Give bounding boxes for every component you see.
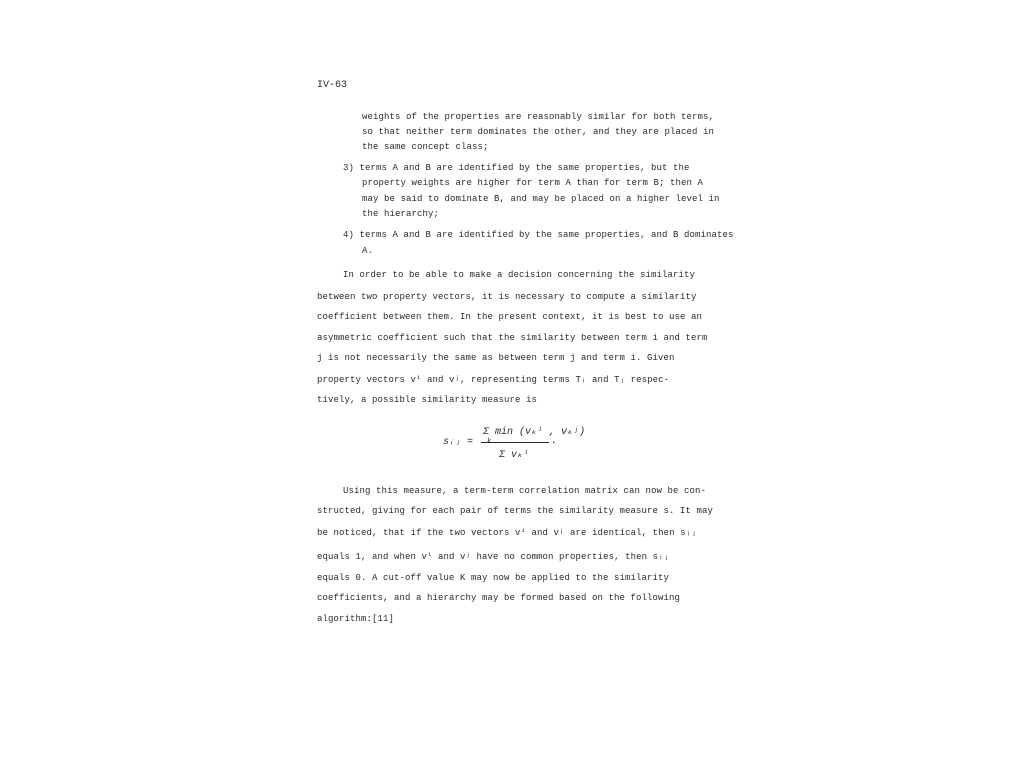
text-line: coefficients, and a hierarchy may be formed based on the following: [317, 593, 681, 603]
text-line: 3) terms A and B are identified by the same properties, but the: [343, 163, 690, 173]
text-line: between two property vectors, it is necessary to compute a similarity: [317, 292, 697, 302]
text-line: property vectors vⁱ and vʲ, representing terms Tᵢ and Tⱼ respec-: [317, 375, 670, 385]
text-line: so that neither term dominates the other, and they are placed in: [362, 127, 715, 137]
text-line: equals 0. A cut-off value K may now be applied to the similarity: [317, 573, 670, 583]
formula-lhs: sᵢⱼ =: [443, 437, 474, 448]
text-line: algorithm:[11]: [317, 614, 395, 624]
text-line: A.: [362, 246, 374, 256]
formula-period: .: [551, 436, 558, 447]
text-line: be noticed, that if the two vectors vⁱ and vʲ are identical, then sᵢⱼ: [317, 528, 697, 538]
text-line: asymmetric coefficient such that the similarity between term i and term: [317, 333, 708, 343]
text-line: the same concept class;: [362, 142, 489, 152]
text-line: coefficient between them. In the present context, it is best to use an: [317, 312, 703, 322]
text-line: property weights are higher for term A than for term B; then A: [362, 178, 704, 188]
text-line: j is not necessarily the same as between term j and term i. Given: [317, 353, 675, 363]
text-line: equals 1, and when vⁱ and vʲ have no common properties, then sᵢⱼ: [317, 552, 670, 562]
fraction-bar: [481, 442, 549, 443]
text-line: weights of the properties are reasonably similar for both terms,: [362, 112, 715, 122]
text-line: structed, giving for each pair of terms the similarity measure s. It may: [317, 506, 714, 516]
formula-denominator: Σ vₖⁱ: [499, 450, 530, 461]
text-line: Using this measure, a term-term correlation matrix can now be con-: [343, 486, 707, 496]
similarity-formula: [443, 422, 603, 470]
text-line: may be said to dominate B, and may be placed on a higher level in: [362, 194, 720, 204]
text-line: the hierarchy;: [362, 209, 440, 219]
text-line: tively, a possible similarity measure is: [317, 395, 538, 405]
page-number: IV-63: [317, 80, 348, 91]
text-line: 4) terms A and B are identified by the same properties, and B dominates: [343, 230, 734, 240]
text-line: In order to be able to make a decision concerning the similarity: [343, 270, 696, 280]
formula-numerator: Σ min (vₖⁱ , vₖʲ): [483, 427, 586, 438]
